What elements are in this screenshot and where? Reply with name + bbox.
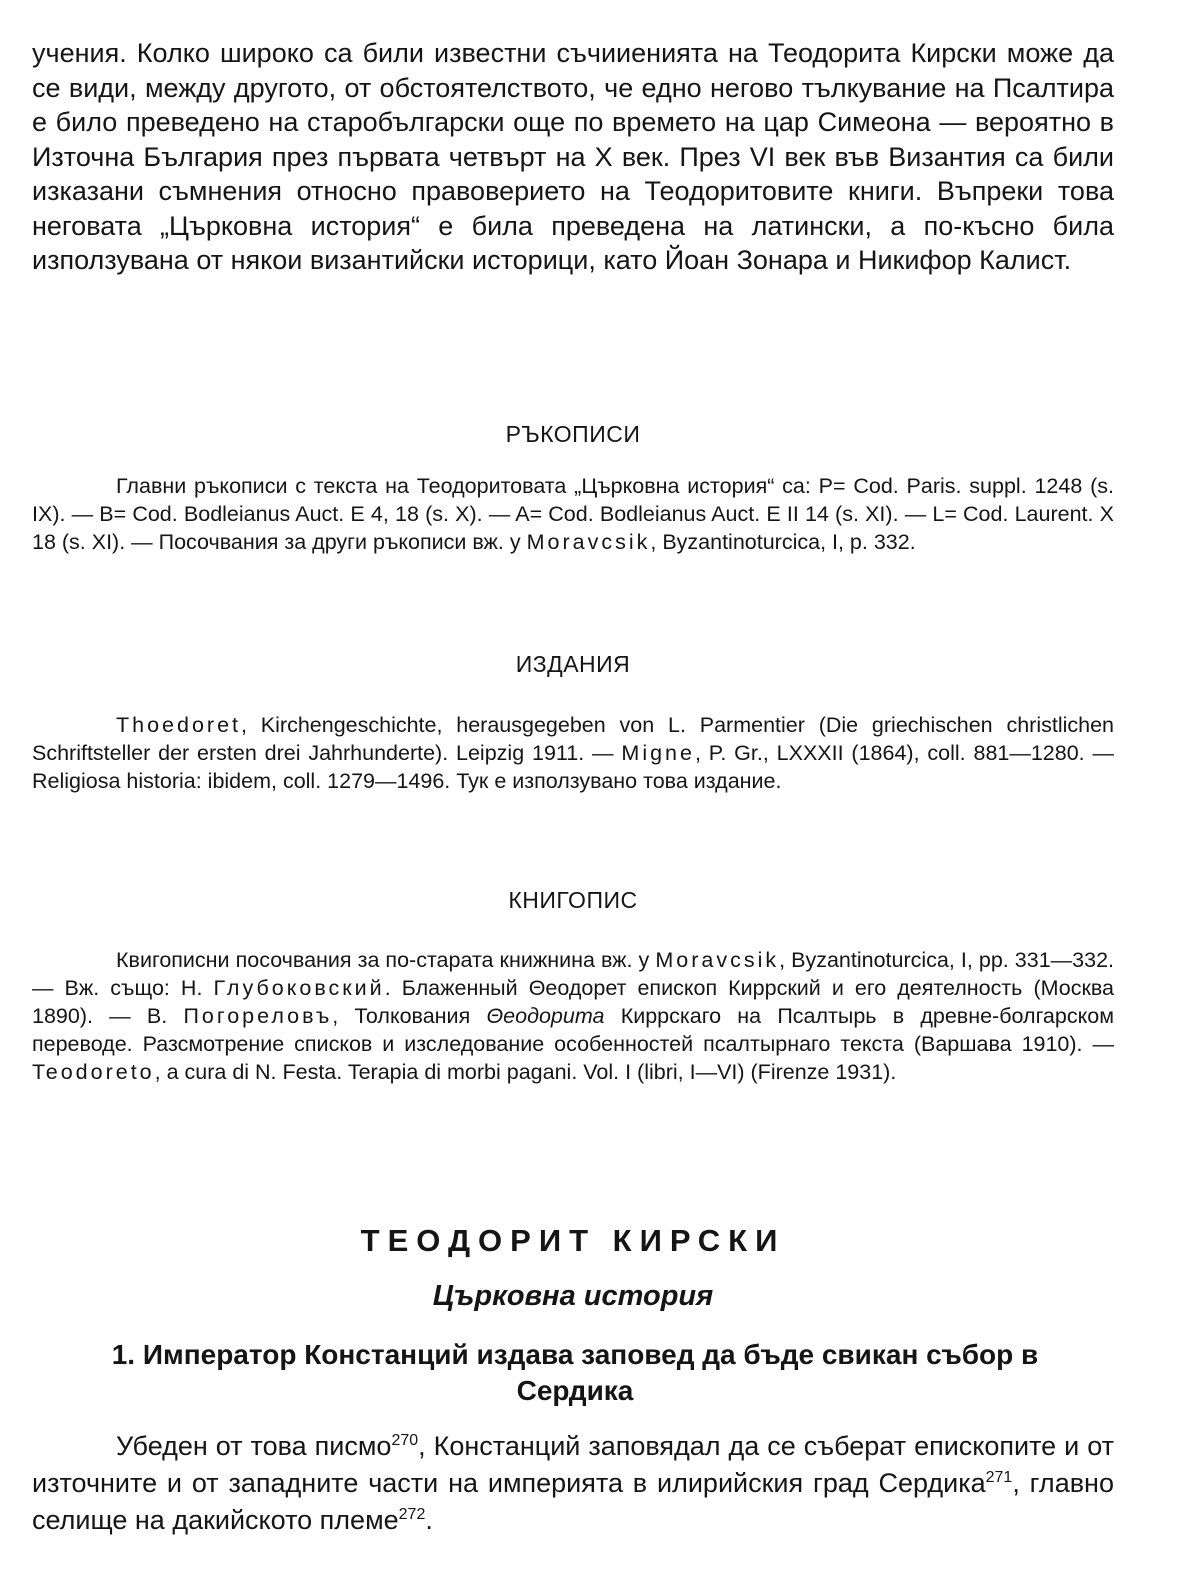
bibliography-text-1: Квигописни посочвания за по-старата книжнина вж. у <box>116 948 656 972</box>
body-paragraph <box>32 1428 1114 1539</box>
chapter-title: Император Констанций издава заповед да бъде свикан събор в Сердика <box>142 1339 1039 1406</box>
editions-paragraph <box>32 711 1114 795</box>
manuscripts-paragraph <box>32 472 1114 556</box>
bibliography-author-3: Погореловъ <box>183 1004 333 1028</box>
footnote-ref-270: 270 <box>391 1432 419 1449</box>
manuscripts-text-start: Главни ръкописи с текста на Теодоритовата „Църковна история“ са: P= Cod. Paris. suppl. 1248 (s. IX). — B= Cod. Bodleianus Auct. E 4, 18 (s. X). — A= Cod. Bodleianus Auct. E II 14 (s. XI). — L= Cod. Laurent. X 18 (s. XI). — Посочвания за други ръкописи вж. у <box>32 474 1114 554</box>
bibliography-text-5: Киррскаго на Псалтырь в древне-болгарском переводе. Разсмотрение списков и изследование особенностей псалтырнаго текста (Варшава 1910). — <box>32 1004 1114 1056</box>
bibliography-text-4: , Толкования <box>332 1004 487 1028</box>
footnote-ref-272: 272 <box>398 1506 426 1523</box>
editions-heading: ИЗДАНИЯ <box>515 651 631 677</box>
editions-text-2: , P. Gr., LXXXII (1864), coll. 881—1280. — Religiosa historia: ibidem, coll. 1279—1496. Тук е използувано това издание. <box>32 741 1114 793</box>
body-text-4: . <box>425 1505 433 1535</box>
bibliography-text-6: , a cura di N. Festa. Terapia di morbi pagani. Vol. I (libri, I—VI) (Firenze 1931). <box>154 1060 897 1084</box>
bibliography-paragraph <box>32 946 1114 1086</box>
bibliography-heading: КНИГОПИС <box>508 887 638 913</box>
intro-paragraph: учения. Колко широко са били известни съчииенията на Теодорита Кирски може да се види, между другото, от обстоятелството, че едно негово тълкувание на Псалтира е било преведено на старобългарски още по времето на цар Симеона — вероятно в Източна България през първата четвърт на X век. През VI век във Византия са били изказани съмнения относно правоверието на Теодоритовите книги. Въпреки това неговата „Църковна история“ е била преведена на латински, а по-късно била използувана от някои византийски историци, като Йоан Зонара и Никифор Калист. <box>32 38 1114 275</box>
chapter-number: 1. <box>111 1339 136 1370</box>
body-text-2: , Констанций заповядал да се съберат епископите и от източните и от западните части на империята в илирийския град Сердика <box>32 1431 1114 1498</box>
work-author-title: ТЕОДОРИТ КИРСКИ <box>360 1223 786 1258</box>
manuscripts-heading: РЪКОПИСИ <box>505 421 641 447</box>
editions-author-1: Thoedoret <box>116 713 242 737</box>
bibliography-author-1: Moravcsik <box>655 948 780 972</box>
chapter-heading <box>80 1337 1070 1409</box>
bibliography-text-2: , Byzantinoturcica, I, pp. 331—332. — Вж. също: Н. <box>32 948 1115 1000</box>
editions-text-1: , Kirchengeschichte, herausgegeben von L. Parmentier (Die griechischen christlichen Schriftsteller der ersten drei Jahrhunderte). Leipzig 1911. — <box>32 713 1114 765</box>
body-text-1: Убеден от това писмо <box>116 1431 392 1461</box>
editions-author-2: Migne <box>621 741 695 765</box>
body-text-3: , главно селище на дакийското племе <box>32 1468 1114 1535</box>
manuscripts-author: Moravcsik <box>526 530 651 554</box>
footnote-ref-271: 271 <box>985 1469 1013 1486</box>
work-title: Църковна история <box>432 1280 714 1312</box>
manuscripts-text-end: , Byzantinoturcica, I, p. 332. <box>650 530 916 554</box>
bibliography-text-3: . Блаженный Θеодорет епископ Киррский и его деятелность (Москва 1890). — В. <box>32 976 1114 1028</box>
bibliography-italic-word: Θеодорита <box>486 1004 605 1028</box>
bibliography-author-4: Teodoreto <box>32 1060 155 1084</box>
bibliography-author-2: Глубоковский <box>213 976 385 1000</box>
